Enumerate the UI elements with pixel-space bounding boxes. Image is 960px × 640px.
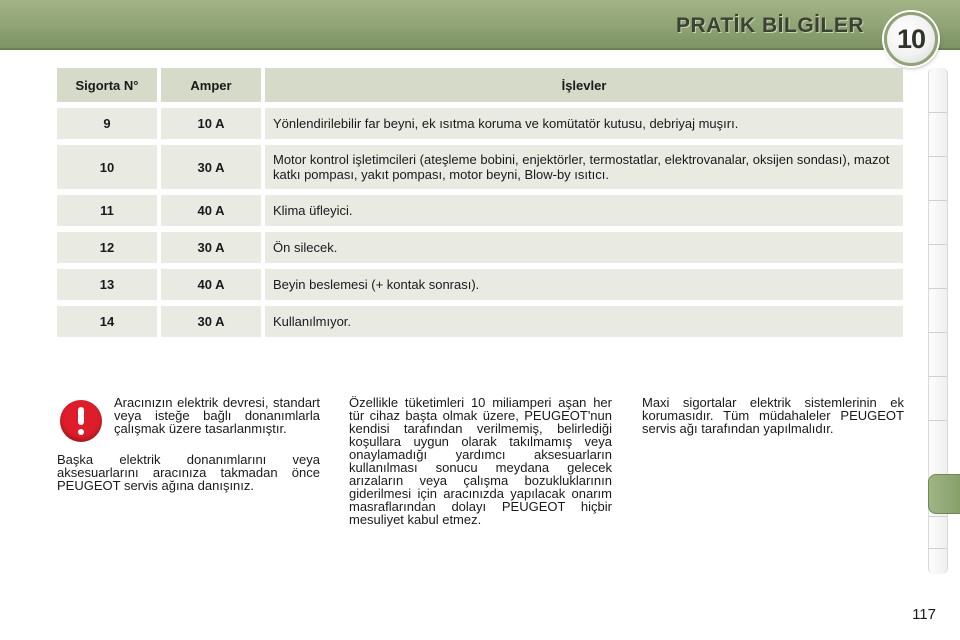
table-row [57,306,903,337]
table-header-row [57,68,903,102]
amp-cell: 30 A [161,232,261,263]
page-number: 117 [912,606,936,623]
amp-cell: 40 A [161,269,261,300]
warning-intro-text: Aracınızın elektrik devresi, standart veya isteğe bağlı donanımlarla çalışmak üzere tasarlanmıştır. [114,395,320,436]
fuse-table [57,68,903,343]
active-chapter-tab [928,474,960,514]
amp-cell: 30 A [161,306,261,337]
fuse-number-cell: 10 [57,145,157,189]
maxi-fuse-note-text: Maxi sigortalar elektrik sistemlerinin ek korumasıdır. Tüm müdahaleler PEUGEOT servis ağı tarafından yapılmalıdır. [642,395,904,436]
warning-body-text: Başka elektrik donanımlarını veya aksesuarlarını aracınıza takmadan önce PEUGEOT servis ağına danışınız. [57,452,320,493]
fuse-number-cell: 12 [57,232,157,263]
table-row [57,269,903,300]
fuse-number-cell: 13 [57,269,157,300]
table-row [57,232,903,263]
liability-note-text: Özellikle tüketimleri 10 miliamperi aşan her tür cihaz başta olmak üzere, PEUGEOT'nun kendisi tarafından verilmemiş, belirlediği koşullara uygun olarak takılmamış veya onaylamadığı yardımcı aksesuarların kullanılması sonucu meydana gelecek arızaların veya çalışma bozukluklarının giderilmesi için aracınızda yapılacak onarım masraflarından dolayı PEUGEOT hiçbir mesuliyet kabul etmez. [349,395,612,527]
functions-cell: Klima üfleyici. [265,195,903,226]
table-row [57,108,903,139]
column-header-functions: İşlevler [265,68,903,102]
chapter-title: PRATİK BİLGİLER [676,14,864,37]
exclamation-warning-icon [60,400,102,442]
table-row [57,145,903,189]
chapter-number-badge [884,12,938,66]
fuse-number-cell: 14 [57,306,157,337]
amp-cell: 30 A [161,145,261,189]
amp-cell: 40 A [161,195,261,226]
functions-cell: Ön silecek. [265,232,903,263]
amp-cell: 10 A [161,108,261,139]
functions-cell: Kullanılmıyor. [265,306,903,337]
functions-cell: Yönlendirilebilir far beyni, ek ısıtma koruma ve komütatör kutusu, debriyaj muşırı. [265,108,903,139]
column-header-amp: Amper [161,68,261,102]
functions-cell: Motor kontrol işletimcileri (ateşleme bobini, enjektörler, termostatlar, elektrovanalar, oksijen sondası), mazot katkı pompası, yakıt pompası, motor beyni, Blow-by ısıtıcı. [265,145,903,189]
table-row [57,195,903,226]
fuse-number-cell: 11 [57,195,157,226]
fuse-number-cell: 9 [57,108,157,139]
chapter-header [0,0,960,54]
functions-cell: Beyin beslemesi (+ kontak sonrası). [265,269,903,300]
column-header-fuse: Sigorta N° [57,68,157,102]
chapter-number: 10 [896,23,926,54]
